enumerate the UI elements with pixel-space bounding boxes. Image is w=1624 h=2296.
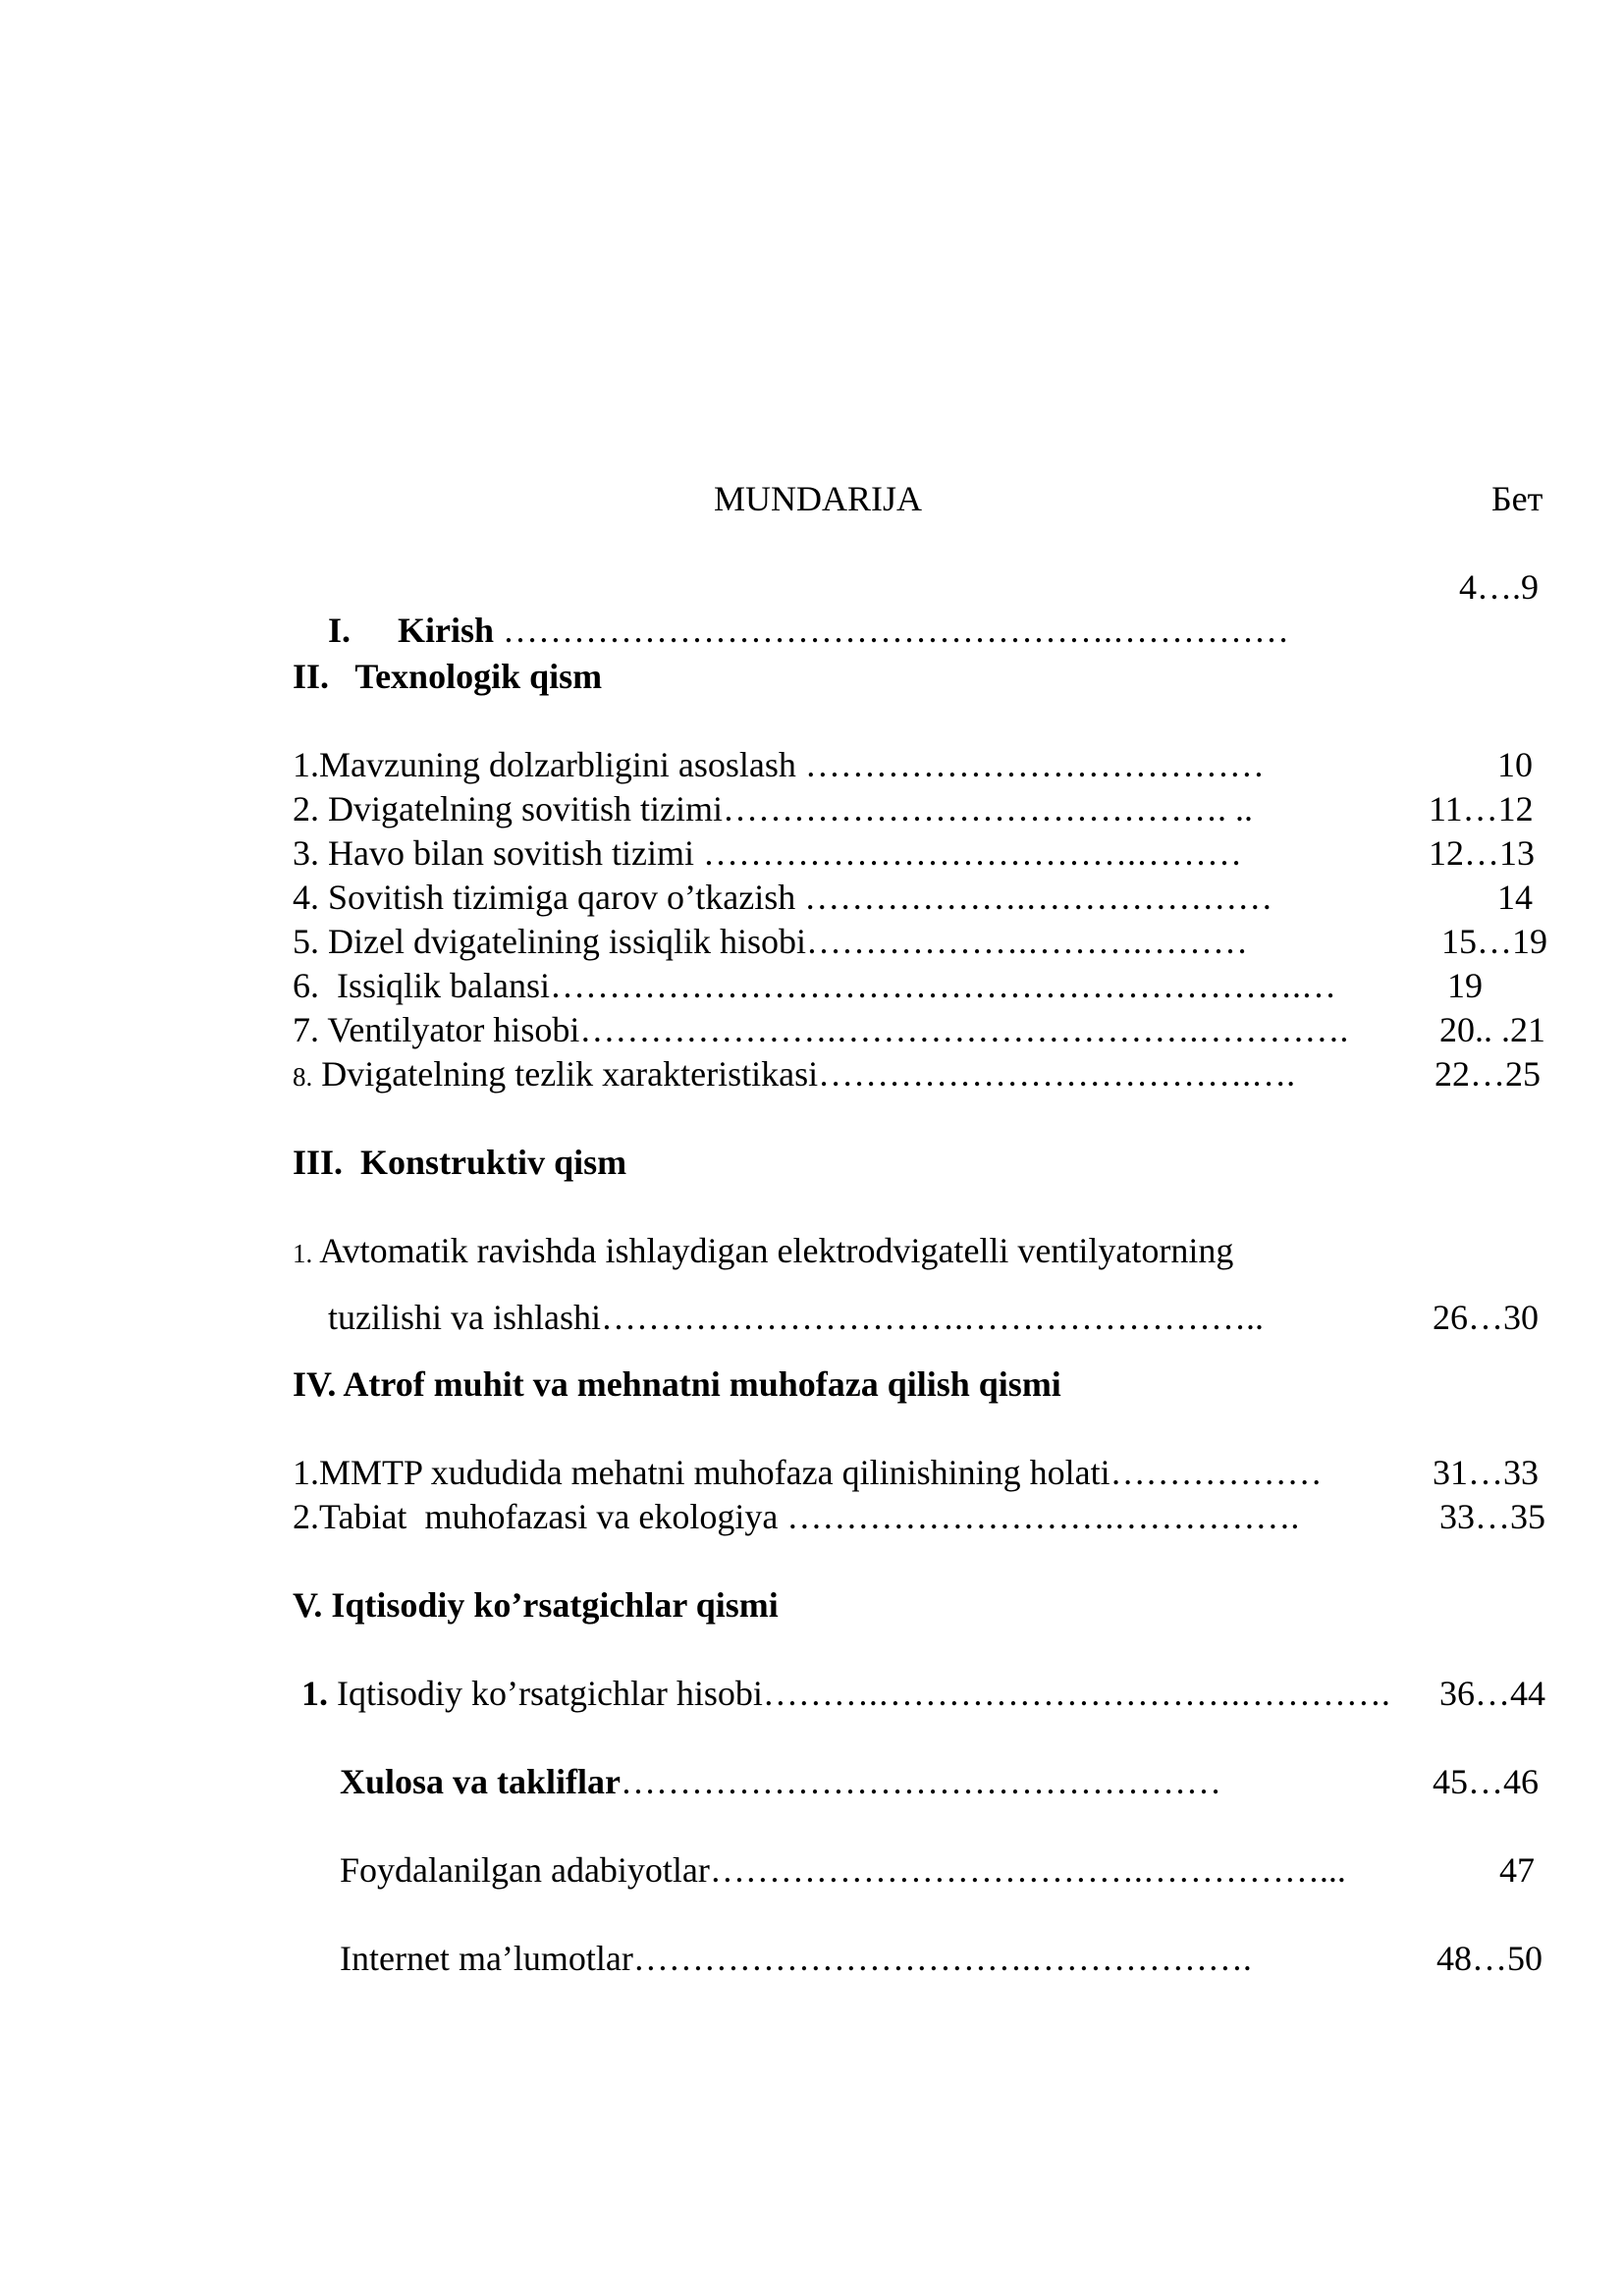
item-text: Issiqlik balansi……………………………………………………….… <box>319 966 1336 1005</box>
item-text: Dizel dvigatelining issiqlik hisobi……………….……….……… <box>319 922 1248 961</box>
page-number: 47 <box>1499 1850 1535 1890</box>
item-number: 6. <box>293 966 319 1005</box>
page-number: 26…30 <box>1433 1298 1539 1337</box>
page-number: 48…50 <box>1436 1939 1543 1978</box>
section-numeral: I. <box>328 611 352 650</box>
toc-title: MUNDARIJA <box>714 479 923 518</box>
item-number: 1. <box>301 1674 328 1713</box>
toc-entry[interactable] <box>293 743 1265 786</box>
item-text: Mavzuning dolzarbligini asoslash ………………………………… <box>319 745 1265 784</box>
toc-entry-internet[interactable]: Internet ma’lumotlar…………………………….………………. <box>340 1939 1252 1978</box>
page-number: 19 <box>1447 966 1483 1005</box>
toc-entry-continuation[interactable]: tuzilishi va ishlashi………………………….…………………….. <box>328 1298 1264 1337</box>
item-text: Avtomatik ravishda ishlaydigan elektrodvigatelli ventilyatorning <box>312 1231 1234 1270</box>
section-title: Kirish <box>398 611 495 650</box>
page-number: 20.. .21 <box>1439 1010 1545 1049</box>
toc-entry[interactable] <box>293 920 1248 963</box>
item-text: Sovitish tizimiga qarov o’tkazish ……………….………………… <box>319 878 1273 917</box>
page-number: 33…35 <box>1439 1497 1545 1536</box>
section-heading-texnologik: II. Texnologik qism <box>293 657 603 696</box>
toc-entry[interactable] <box>301 1672 1390 1715</box>
toc-entry-adabiyotlar[interactable]: Foydalanilgan adabiyotlar……………………………….……………... <box>340 1850 1346 1890</box>
toc-entry[interactable]: 1.MMTP xududida mehatni muhofaza qilinishining holati……………… <box>293 1453 1323 1492</box>
dot-leader: …………………………………………….…………… <box>494 611 1290 650</box>
item-number: 7. <box>293 1010 319 1049</box>
toc-entry[interactable]: 2.Tabiat muhofazasi va ekologiya ……………………….……………. <box>293 1497 1300 1536</box>
page-number: 11…12 <box>1429 789 1534 828</box>
item-text: Iqtisodiy ko’rsatgichlar hisobi……….………………………….…………. <box>328 1674 1390 1713</box>
page-column-label: Бет <box>1491 479 1543 518</box>
section-heading-konstruktiv: III. Konstruktiv qism <box>293 1143 627 1182</box>
section-heading-atrof-muhit: IV. Atrof muhit va mehnatni muhofaza qilish qismi <box>293 1364 1061 1404</box>
page-number: 14 <box>1497 878 1533 917</box>
dot-leader: …………………………………………… <box>621 1762 1222 1801</box>
item-number: 3. <box>293 833 319 873</box>
item-number: 5. <box>293 922 319 961</box>
page-number: 4….9 <box>1459 567 1539 607</box>
item-number: 2. <box>293 789 319 828</box>
item-number: 4. <box>293 878 319 917</box>
page-number: 31…33 <box>1433 1453 1539 1492</box>
section-heading-iqtisodiy: V. Iqtisodiy ko’rsatgichlar qismi <box>293 1585 779 1625</box>
toc-entry-xulosa[interactable] <box>340 1760 1221 1803</box>
page-number: 12…13 <box>1429 833 1535 873</box>
toc-entry[interactable] <box>293 831 1242 875</box>
toc-entry[interactable] <box>293 1229 1233 1275</box>
page-number: 15…19 <box>1441 922 1547 961</box>
toc-entry[interactable] <box>293 1052 1295 1098</box>
item-number: 1. <box>293 1239 313 1268</box>
item-number: 8. <box>293 1062 313 1092</box>
toc-entry[interactable] <box>293 964 1336 1007</box>
item-text: Ventilyator hisobi………………….………………………….…………. <box>319 1010 1349 1049</box>
toc-entry[interactable] <box>293 787 1253 830</box>
item-text: Havo bilan sovitish tizimi ……………………………….……… <box>319 833 1242 873</box>
item-text: Dvigatelning sovitish tizimi……………………………………. .. <box>319 789 1253 828</box>
page-number: 45…46 <box>1433 1762 1539 1801</box>
item-text: Dvigatelning tezlik xarakteristikasi……………………………….…. <box>312 1054 1296 1094</box>
toc-entry[interactable] <box>293 876 1272 919</box>
toc-entry[interactable] <box>293 1008 1348 1051</box>
item-title: Xulosa va takliflar <box>340 1762 622 1801</box>
page-number: 36…44 <box>1439 1674 1545 1713</box>
page-number: 10 <box>1497 745 1533 784</box>
item-number: 1. <box>293 745 319 784</box>
page-number: 22…25 <box>1435 1054 1541 1094</box>
